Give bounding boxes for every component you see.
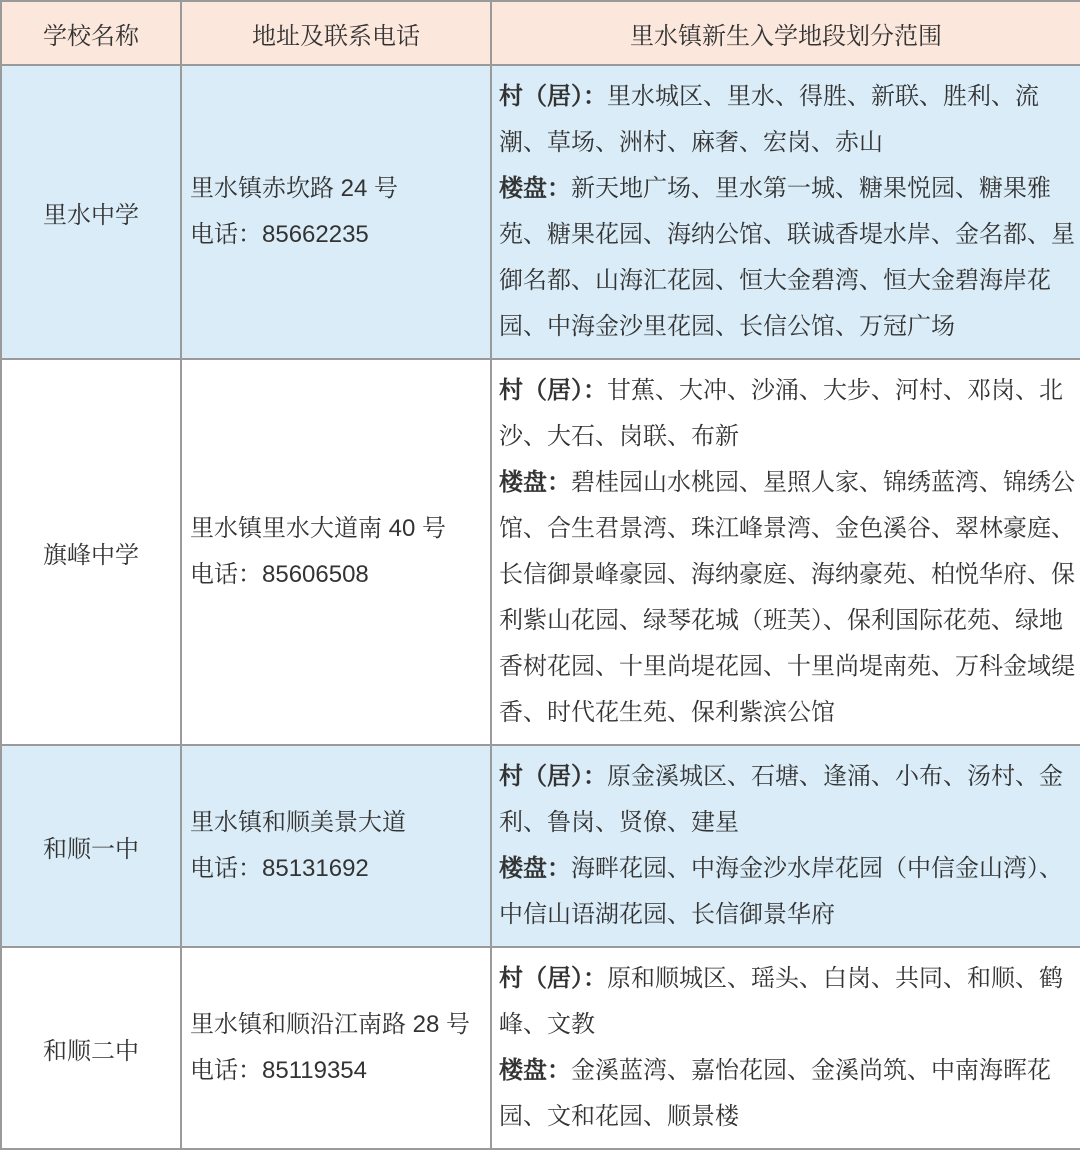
column-header-address-phone: 地址及联系电话 [181, 1, 491, 65]
village-names: 原和顺城区、瑶头、白岗、共同、和顺、鹤峰、文教 [499, 965, 1063, 1038]
zone-cell [491, 65, 1080, 359]
village-list [499, 956, 1076, 1048]
school-name: 里水中学 [43, 201, 139, 229]
estate-names: 碧桂园山水桃园、星照人家、锦绣蓝湾、锦绣公馆、合生君景湾、珠江峰景湾、金色溪谷、翠林豪庭、长信御景峰豪园、海纳豪庭、海纳豪苑、柏悦华府、保利紫山花园、绿琴花城（班芙）、保利国际花苑、绿地香树花园、十里尚堤花园、十里尚堤南苑、万科金域缇香、时代花生苑、保利紫滨公馆 [499, 469, 1075, 726]
table-row-lishui-middle-school [1, 65, 1080, 359]
estate-list [499, 460, 1076, 736]
school-phone: 电话：85119354 [190, 1057, 367, 1084]
estate-names: 金溪蓝湾、嘉怡花园、金溪尚筑、中南海晖花园、文和花园、顺景楼 [499, 1057, 1051, 1130]
school-name: 和顺二中 [43, 1037, 139, 1065]
estate-label: 楼盘： [499, 1057, 571, 1084]
school-name-cell [1, 359, 181, 745]
school-phone: 电话：85606508 [190, 561, 369, 588]
address-cell [181, 359, 491, 745]
estate-label: 楼盘： [499, 175, 571, 202]
village-list [499, 368, 1076, 460]
column-header-zone-range: 里水镇新生入学地段划分范围 [491, 1, 1080, 65]
village-label: 村（居）： [499, 377, 607, 404]
table-row-heshun-no1-middle-school [1, 745, 1080, 947]
school-name: 和顺一中 [43, 835, 139, 863]
village-label: 村（居）： [499, 83, 607, 110]
zone-cell [491, 947, 1080, 1149]
estate-list [499, 846, 1076, 938]
school-phone: 电话：85662235 [190, 221, 369, 248]
school-name: 旗峰中学 [43, 541, 139, 569]
zone-cell [491, 745, 1080, 947]
school-phone: 电话：85131692 [190, 855, 369, 882]
estate-label: 楼盘： [499, 469, 571, 496]
column-header-school-name: 学校名称 [1, 1, 181, 65]
village-label: 村（居）： [499, 965, 607, 992]
table-row-qifeng-middle-school [1, 359, 1080, 745]
village-names: 里水城区、里水、得胜、新联、胜利、流潮、草场、洲村、麻奢、宏岗、赤山 [499, 83, 1039, 156]
village-label: 村（居）： [499, 763, 607, 790]
estate-names: 新天地广场、里水第一城、糖果悦园、糖果雅苑、糖果花园、海纳公馆、联诚香堤水岸、金名都、星御名都、山海汇花园、恒大金碧湾、恒大金碧海岸花园、中海金沙里花园、长信公馆、万冠广场 [499, 175, 1075, 340]
table-header-row [1, 1, 1080, 65]
school-address: 里水镇里水大道南 40 号 [190, 515, 447, 542]
school-address: 里水镇和顺沿江南路 28 号 [190, 1011, 471, 1038]
address-cell [181, 65, 491, 359]
address-cell [181, 745, 491, 947]
address-cell [181, 947, 491, 1149]
school-name-cell [1, 65, 181, 359]
school-address: 里水镇和顺美景大道 [190, 809, 406, 836]
village-list [499, 74, 1076, 166]
estate-list [499, 166, 1076, 350]
village-names: 原金溪城区、石塘、逢涌、小布、汤村、金利、鲁岗、贤僚、建星 [499, 763, 1063, 836]
zone-cell [491, 359, 1080, 745]
school-name-cell [1, 745, 181, 947]
village-list [499, 754, 1076, 846]
table-row-heshun-no2-middle-school [1, 947, 1080, 1149]
estate-list [499, 1048, 1076, 1140]
village-names: 甘蕉、大冲、沙涌、大步、河村、邓岗、北沙、大石、岗联、布新 [499, 377, 1063, 450]
estate-label: 楼盘： [499, 855, 571, 882]
school-address: 里水镇赤坎路 24 号 [190, 175, 399, 202]
estate-names: 海畔花园、中海金沙水岸花园（中信金山湾）、中信山语湖花园、长信御景华府 [499, 855, 1063, 928]
school-name-cell [1, 947, 181, 1149]
